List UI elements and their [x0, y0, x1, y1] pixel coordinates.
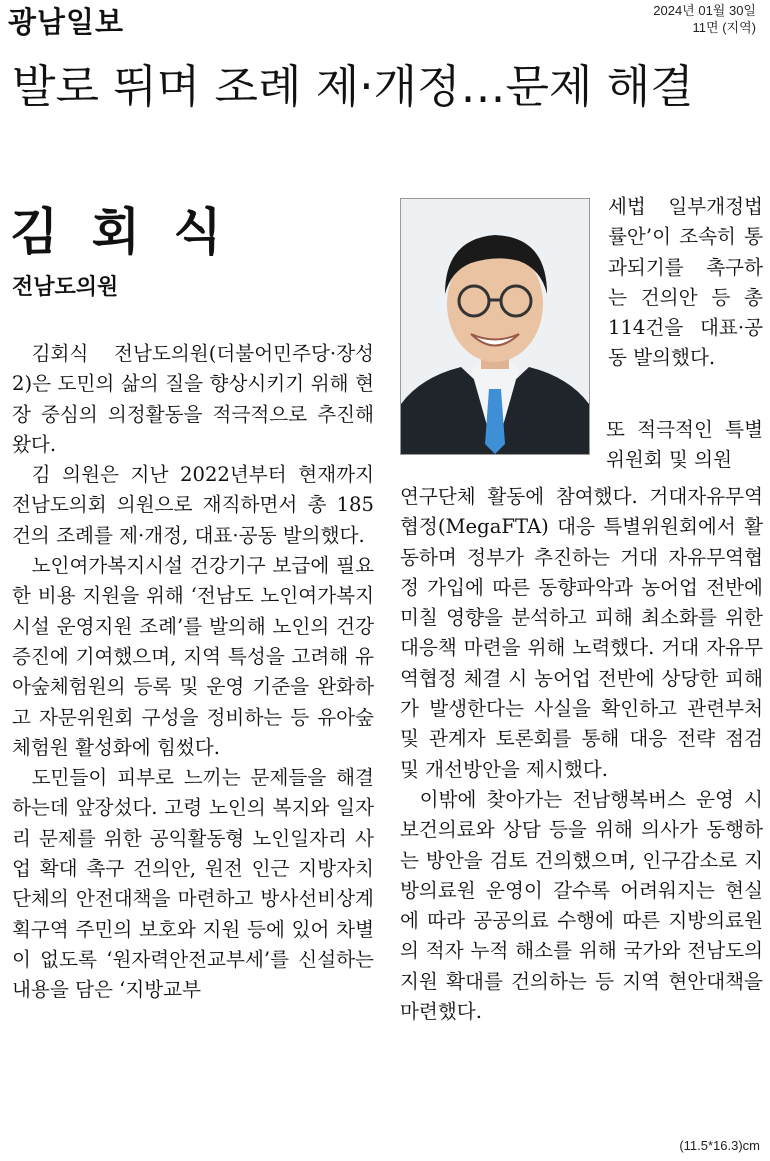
portrait-photo [400, 198, 590, 455]
paragraph: 이밖에 찾아가는 전남행복버스 운영 시 보건의료와 상담 등을 위해 의사가 동행하는 방안을 검토 건의했으며, 인구감소로 지방의료원 운영이 갈수록 어려워지는 현실에 따라 공공의료 수행에 따른 지방의료원의 적자 누적 해소를 위해 국가와 전남도의 지원 확대를 건의하는 등 지역 현안대책을 마련했다. [400, 787, 763, 1024]
body-column-left [12, 339, 374, 1006]
publication-date: 2024년 01월 30일 [653, 3, 756, 18]
publication-meta [653, 2, 756, 36]
paragraph: 김 의원은 지난 2022년부터 현재까지 전남도의회 의원으로 재직하면서 총 185건의 조례를 제·개정, 대표·공동 발의했다. [12, 463, 374, 547]
portrait-illustration [401, 199, 589, 454]
paragraph: 도민들이 피부로 느끼는 문제들을 해결하는데 앞장섰다. 고령 노인의 복지와 일자리 문제를 위한 공익활동형 노인일자리 사업 확대 촉구 건의안, 원전 인근 지방자치단체의 안전대책을 마련하고 방사선비상계획구역 주민의 보호와 지원 등에 있어 차별이 없도록 ‘원자력안전교부세’를 신설하는 내용을 담은 ‘지방교부 [12, 766, 374, 1002]
person-name: 김 회 식 [10, 203, 230, 261]
paragraph: 세법 일부개정법률안’이 조속히 통과되기를 촉구하는 건의안 등 총 114건을 대표·공동 발의했다. [608, 195, 763, 370]
body-column-right-bottom [400, 482, 763, 1027]
page-section: 11면 (지역) [692, 20, 756, 35]
paragraph: 연구단체 활동에 참여했다. 거대자유무역협정(MegaFTA) 대응 특별위원회에서 활동하며 정부가 추진하는 거대 자유무역협정 가입에 따른 동향파악과 농어업 전반에 미칠 영향을 분석하고 피해 최소화를 위한 대응책 마련을 위해 노력했다. 거대 자유무역협정 체결 시 농어업 전반에 상당한 피해가 발생한다는 사실을 확인하고 관련부처 및 관계자 토론회를 통해 대응 전략 점검 및 개선방안을 제시했다. [400, 485, 763, 781]
person-role: 전남도의원 [12, 275, 119, 300]
paragraph: 또 적극적인 특별위원회 및 의원 [606, 418, 763, 472]
paragraph: 김회식 전남도의원(더불어민주당·장성2)은 도민의 삶의 질을 향상시키기 위해 현장 중심의 의정활동을 적극적으로 추진해왔다. [12, 342, 374, 456]
body-column-right-mid [606, 415, 763, 476]
article-headline: 발로 뛰며 조례 제·개정…문제 해결 [12, 60, 694, 113]
article-size-note: (11.5*16.3)cm [679, 1138, 760, 1153]
newspaper-name: 광남일보 [8, 5, 125, 39]
paragraph: 노인여가복지시설 건강기구 보급에 필요한 비용 지원을 위해 ‘전남도 노인여가복지시설 운영지원 조례’를 발의해 노인의 건강증진에 기여했으며, 지역 특성을 고려해 유아숲체험원의 등록 및 운영 기준을 완화하고 자문위원회 구성을 정비하는 등 유아숲체험원 활성화에 힘썼다. [12, 554, 374, 759]
body-column-right-top [608, 192, 763, 374]
